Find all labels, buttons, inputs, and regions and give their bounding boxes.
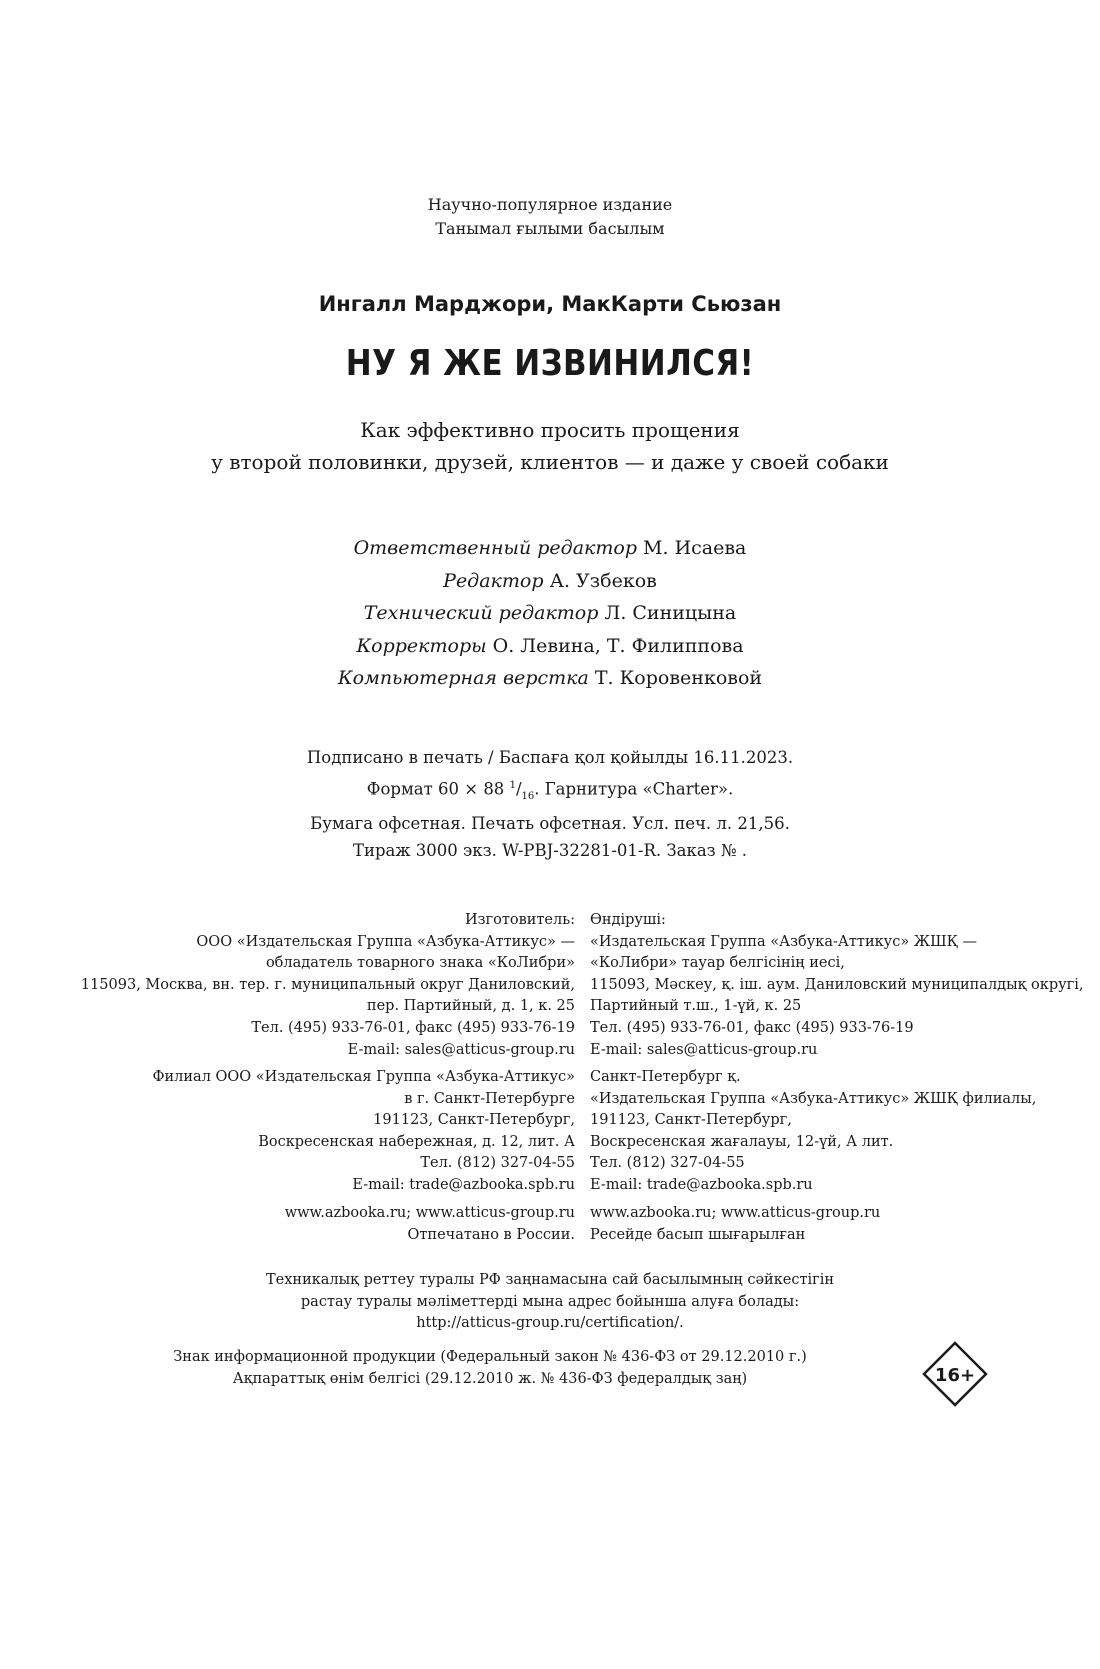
certification-line: растау туралы мәліметтерді мына адрес бойынша алуға болады: xyxy=(300,1293,800,1310)
manufacturer-ru-line: Изготовитель: xyxy=(464,912,575,928)
credit-role: Компьютерная верстка xyxy=(337,667,589,689)
manufacturer-ru-line: 115093, Москва, вн. тер. г. муниципальный округ Даниловский, xyxy=(80,976,575,993)
credit-name: О. Левина, Т. Филиппова xyxy=(486,634,744,657)
manufacturer-ru xyxy=(81,910,575,1061)
manufacturer-ru-line: Тел. (495) 933-76-01, факс (495) 933-76-19 xyxy=(251,1019,575,1036)
manufacturer-ru-line: E-mail: sales@atticus-group.ru xyxy=(347,1041,575,1058)
book-authors: Ингалл Марджори, МакКарти Сьюзан xyxy=(318,292,782,316)
edition-type xyxy=(0,193,1100,241)
credit-name: Л. Синицына xyxy=(598,602,737,624)
credit-role: Ответственный редактор xyxy=(353,537,637,559)
book-title: НУ Я ЖЕ ИЗВИНИЛСЯ! xyxy=(345,343,755,384)
edition-kz: Танымал ғылыми басылым xyxy=(435,219,665,238)
editorial-credits xyxy=(0,532,1100,695)
branch-ru-line: в г. Санкт-Петербурге xyxy=(404,1090,575,1107)
branch-kz-line: «Издательская Группа «Азбука-Аттикус» ЖШҚ филиалы, xyxy=(590,1090,1037,1107)
manufacturer-kz xyxy=(590,910,1083,1061)
branch-ru-line: Филиал ООО «Издательская Группа «Азбука-Аттикус» xyxy=(152,1069,575,1085)
branch-ru xyxy=(152,1067,575,1197)
branch-ru-line: Тел. (812) 327-04-55 xyxy=(420,1155,575,1172)
web-kz-line: Ресейде басып шығарылған xyxy=(590,1226,806,1243)
print-signed: Подписано в печать / Баспаға қол қойылды 16.11.2023. xyxy=(306,748,794,767)
print-paper: Бумага офсетная. Печать офсетная. Усл. печ. л. 21,56. xyxy=(310,813,790,833)
manufacturer-kz-line: E-mail: sales@atticus-group.ru xyxy=(590,1041,818,1058)
print-details xyxy=(0,744,1100,865)
manufacturer-kz-line: «КоЛибри» тауар белгісінің иесі, xyxy=(590,955,845,972)
manufacturer-kz-line: Партийный т.ш., 1-үй, к. 25 xyxy=(590,998,802,1015)
info-sign-line: Знак информационной продукции (Федеральный закон № 436-ФЗ от 29.12.2010 г.) xyxy=(173,1349,807,1365)
certification-url: http://atticus-group.ru/certification/. xyxy=(416,1315,684,1332)
manufacturer-ru-line: обладатель товарного знака «КоЛибри» xyxy=(265,955,575,972)
age-rating-label: 16+ xyxy=(934,1365,976,1386)
web-ru-line: www.azbooka.ru; www.atticus-group.ru xyxy=(284,1205,575,1221)
branch-ru-line: Воскресенская набережная, д. 12, лит. А xyxy=(258,1133,575,1150)
subtitle-line-1: Как эффективно просить прощения xyxy=(360,418,740,442)
certification-line: Техникалық реттеу туралы РФ заңнамасына сай басылымның сәйкестігін xyxy=(265,1272,835,1288)
credit-line xyxy=(0,662,1100,695)
print-format: Формат 60 × 88 $^1/_{16}$. Гарнитура «Charter». xyxy=(366,779,734,802)
credit-role: Корректоры xyxy=(356,634,487,657)
manufacturer-kz-line: «Издательская Группа «Азбука-Аттикус» ЖШҚ — xyxy=(590,933,977,950)
manufacturer-kz-line: Тел. (495) 933-76-01, факс (495) 933-76-19 xyxy=(590,1019,914,1036)
credit-role: Технический редактор xyxy=(363,602,599,624)
branch-ru-line: E-mail: trade@azbooka.spb.ru xyxy=(352,1176,575,1193)
manufacturer-ru-line: пер. Партийный, д. 1, к. 25 xyxy=(366,998,575,1015)
credit-line xyxy=(0,630,1100,663)
branch-ru-line: 191123, Санкт-Петербург, xyxy=(373,1112,575,1129)
branch-kz-line: Санкт-Петербург қ. xyxy=(590,1069,741,1085)
subtitle-line-2: у второй половинки, друзей, клиентов — и даже у своей собаки xyxy=(211,450,889,474)
credit-line xyxy=(0,532,1100,565)
age-rating-badge xyxy=(922,1341,988,1407)
credit-name: Т. Коровенковой xyxy=(588,667,763,689)
book-subtitle xyxy=(0,414,1100,478)
web-ru-line: Отпечатано в России. xyxy=(407,1226,575,1243)
format-prefix: Формат 60 × 88 xyxy=(366,779,510,798)
manufacturer-kz-line: Өндіруші: xyxy=(590,912,666,928)
web-kz xyxy=(590,1203,880,1246)
print-run: Тираж 3000 экз. W-PBJ-32281-01-R. Заказ № . xyxy=(352,841,748,861)
edition-ru: Научно-популярное издание xyxy=(427,195,673,214)
certification-note xyxy=(0,1270,1100,1335)
manufacturer-ru-line: ООО «Издательская Группа «Азбука-Аттикус» — xyxy=(196,933,575,950)
web-kz-line: www.azbooka.ru; www.atticus-group.ru xyxy=(590,1205,881,1221)
info-sign-line: Ақпараттық өнім белгісі (29.12.2010 ж. № 436-ФЗ федералдық заң) xyxy=(232,1370,748,1387)
branch-kz-line: 191123, Санкт-Петербург, xyxy=(590,1112,792,1129)
credit-line xyxy=(0,597,1100,630)
branch-kz-line: Воскресенская жағалауы, 12-үй, А лит. xyxy=(590,1133,894,1150)
credit-name: М. Исаева xyxy=(637,537,747,559)
format-numerator: 1 xyxy=(509,779,516,791)
branch-kz-line: E-mail: trade@azbooka.spb.ru xyxy=(590,1176,813,1193)
manufacturer-kz-line: 115093, Мәскеу, қ. іш. аум. Даниловский муниципалдық округі, xyxy=(590,976,1084,993)
web-ru xyxy=(285,1203,575,1246)
format-denominator: 16 xyxy=(521,790,535,802)
format-suffix: . Гарнитура «Charter». xyxy=(534,779,734,798)
credit-role: Редактор xyxy=(443,569,544,592)
branch-kz xyxy=(590,1067,1036,1197)
branch-kz-line: Тел. (812) 327-04-55 xyxy=(590,1155,745,1172)
info-product-sign xyxy=(40,1347,940,1390)
credit-line xyxy=(0,565,1100,598)
credit-name: А. Узбеков xyxy=(543,569,657,592)
